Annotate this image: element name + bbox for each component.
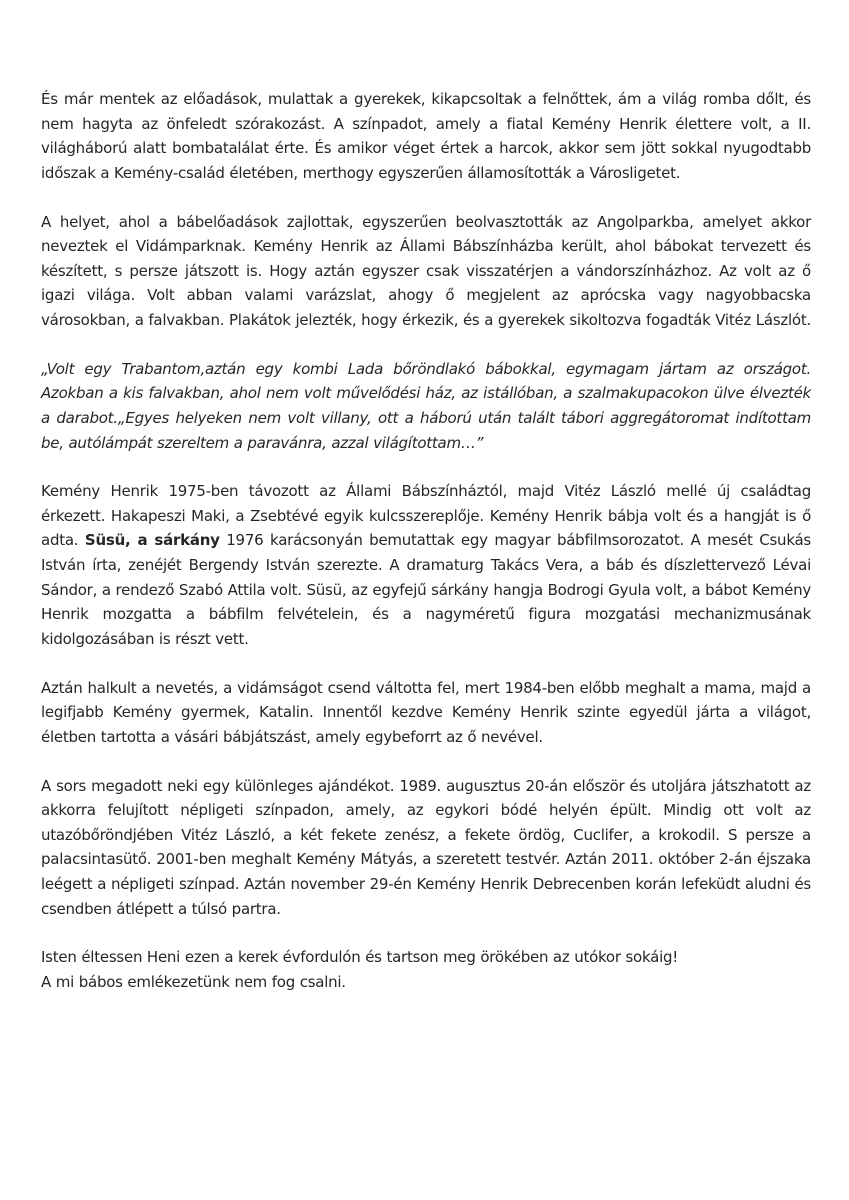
paragraph-5: Aztán halkult a nevetés, a vidámságot csend váltotta fel, mert 1984-ben előbb meghalt a mama, majd a legifjabb Kemény gyermek, Katalin. Innentől kezdve Kemény Henrik szinte egyedül járta a világot, életben tartotta a vásári bábjátszást, amely egybeforrt az ő nevével. [41,678,811,746]
document-page [41,87,811,995]
paragraph-6: A sors megadott neki egy különleges ajándékot. 1989. augusztus 20-án először és utoljára játszhatott az akkorra felujított népligeti színpadon, amely, az egykori bódé helyén épült. Mindig ott volt az utazóbőröndjében Vitéz László, a két fekete zenész, a fekete ördög, Cuclifer, a krokodil. S persze a palacsintasütő. 2001-ben meghalt Kemény Mátyás, a szeretett testvér. Aztán 2011. október 2-án éjszaka leégett a népligeti színpad. Aztán november 29-én Kemény Henrik Debrecenben korán lefeküdt aludni és csendben átlépett a túlsó partra. [41,776,811,918]
paragraph-1: És már mentek az előadások, mulattak a gyerekek, kikapcsoltak a felnőttek, ám a világ romba dőlt, és nem hagyta az önfeledt szórakozást. A színpadot, amely a fiatal Kemény Henrik élettere volt, a II. világháború alatt bombatalálat érte. És amikor véget értek a harcok, akkor sem jött sokkal nyugodtabb időszak a Kemény-család életében, merthogy egyszerűen államosították a Városligetet. [41,90,811,182]
closing-paragraph [41,945,811,994]
paragraph-4 [41,479,811,651]
paragraph-4-end: 1976 karácsonyán bemutattak egy magyar bábfilmsorozatot. A mesét Csukás István írta, zenéjét Bergendy István szerezte. A dramaturg Takács Vera, a báb és díszlettervező Lévai Sándor, a rendező Szabó Attila volt. Süsü, az egyfejű sárkány hangja Bodrogi Gyula volt, a bábot Kemény Henrik mozgatta a bábfilm felvételein, és a nagyméretű figura mozgatási mechanizmusának kidolgozásában is részt vett. [41,531,811,648]
closing-line-2: A mi bábos emlékezetünk nem fog csalni. [41,972,346,991]
susu-title-bold: Süsü, a sárkány [84,531,220,550]
closing-line-1: Isten éltessen Heni ezen a kerek évfordulón és tartson meg örökében az utókor sokáig! [41,948,679,967]
quote-paragraph: „Volt egy Trabantom,aztán egy kombi Lada bőröndlakó bábokkal, egymagam jártam az országot. Azokban a kis falvakban, ahol nem volt művelődési ház, az istállóban, a szalmakupacokon ülve élvezték a darabot.„Egyes helyeken nem volt villany, ott a háború után talált tábori aggregátoromat indítottam be, autólámpát szereltem a paravánra, azzal világítottam…” [41,359,811,452]
paragraph-2: A helyet, ahol a bábelőadások zajlottak, egyszerűen beolvasztották az Angolparkba, amelyet akkor neveztek el Vidámparknak. Kemény Henrik az Állami Bábszínházba került, ahol bábokat tervezett és készített, s persze játszott is. Hogy aztán egyszer csak visszatérjen a vándorszínházhoz. Az volt az ő igazi világa. Volt abban valami varázslat, ahogy ő megjelent az aprócska vagy nagyobbacska városokban, a falvakban. Plakátok jelezték, hogy érkezik, és a gyerekek sikoltozva fogadták Vitéz Lászlót. [41,212,812,329]
paragraph-4-start: Kemény Henrik 1975-ben távozott az Állami Bábszínháztól, majd Vitéz László mellé új családtag érkezett. Hakapeszi Maki, a Zsebtévé egyik kulcsszereplője. Kemény Henrik bábja volt és a hangját is ő adta. [41,482,811,550]
